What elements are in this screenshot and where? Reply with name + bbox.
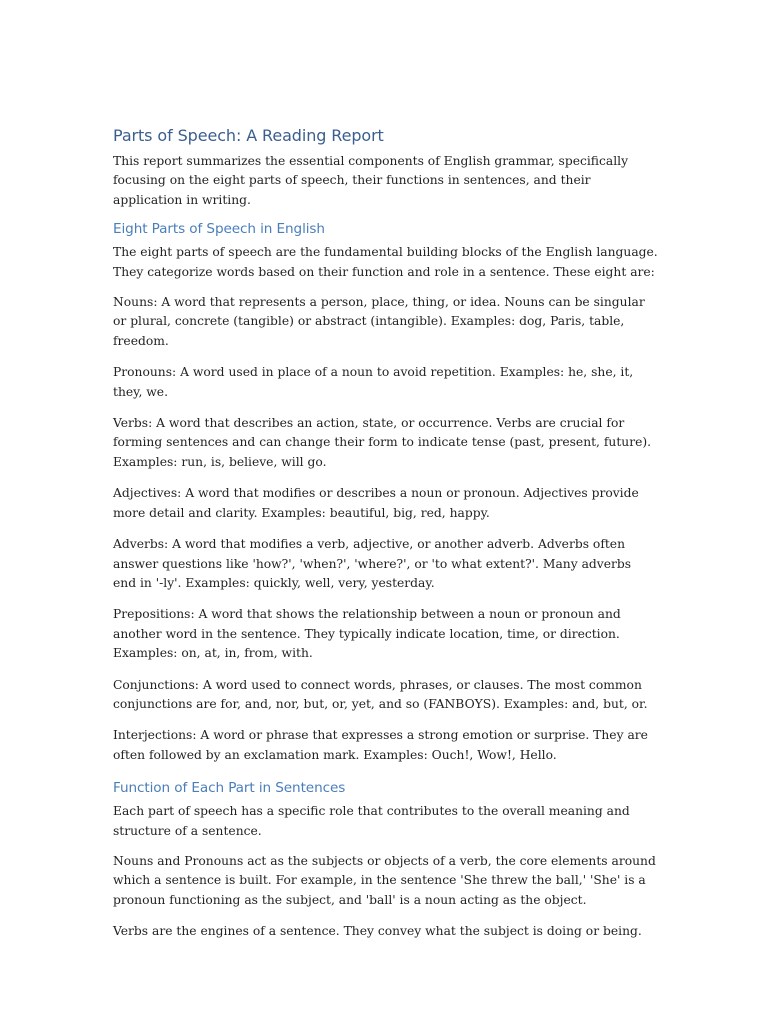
- section-eight-parts: [113, 218, 658, 765]
- paragraph-verbs-function: Verbs are the engines of a sentence. They convey what the subject is doing or being.: [113, 924, 642, 939]
- paragraph-adverbs: Adverbs: A word that modifies a verb, adjective, or another adverb. Adverbs often answer questions like 'how?', 'when?', 'where?', or 'to what extent?'. Many adverbs end in '-ly'. Examples: quickly, well, very, yesterday.: [113, 537, 632, 590]
- paragraph: The eight parts of speech are the fundamental building blocks of the English language. They categorize words based on their function and role in a sentence. These eight are:: [113, 245, 658, 279]
- intro-paragraph: This report summarizes the essential components of English grammar, specifically focusing on the eight parts of speech, their functions in sentences, and their application in writing.: [113, 154, 629, 207]
- paragraph-pronouns: Pronouns: A word used in place of a noun to avoid repetition. Examples: he, she, it, they, we.: [113, 365, 634, 399]
- paragraph-adjectives: Adjectives: A word that modifies or describes a noun or pronoun. Adjectives provide more detail and clarity. Examples: beautiful, big, red, happy.: [113, 486, 639, 520]
- paragraph-prepositions: Prepositions: A word that shows the relationship between a noun or pronoun and another word in the sentence. They typically indicate location, time, or direction. Examples: on, at, in, from, with.: [113, 607, 621, 661]
- paragraph-nouns-pronouns-function: Nouns and Pronouns act as the subjects or objects of a verb, the core elements around which a sentence is built. For example, in the sentence 'She threw the ball,' 'She' is a pronoun functioning as the subject, and 'ball' is a noun acting as the object.: [113, 853, 656, 907]
- section-functions: [113, 777, 658, 941]
- document-title: Parts of Speech: A Reading Report: [113, 126, 384, 145]
- section-heading: Eight Parts of Speech in English: [113, 221, 325, 238]
- document-body: [113, 124, 658, 954]
- paragraph-nouns: Nouns: A word that represents a person, place, thing, or idea. Nouns can be singular or plural, concrete (tangible) or abstract (intangible). Examples: dog, Paris, table, freedom.: [113, 295, 645, 348]
- paragraph: Each part of speech has a specific role that contributes to the overall meaning and structure of a sentence.: [113, 804, 630, 838]
- paragraph-verbs: Verbs: A word that describes an action, state, or occurrence. Verbs are crucial for forming sentences and can change their form to indicate tense (past, present, future). Examples: run, is, believe, will go.: [113, 416, 652, 469]
- paragraph-interjections: Interjections: A word or phrase that expresses a strong emotion or surprise. They are often followed by an exclamation mark. Examples: Ouch!, Wow!, Hello.: [113, 728, 648, 762]
- section-heading: Function of Each Part in Sentences: [113, 780, 346, 797]
- paragraph-conjunctions: Conjunctions: A word used to connect words, phrases, or clauses. The most common conjunctions are for, and, nor, but, or, yet, and so (FANBOYS). Examples: and, but, or.: [113, 677, 648, 711]
